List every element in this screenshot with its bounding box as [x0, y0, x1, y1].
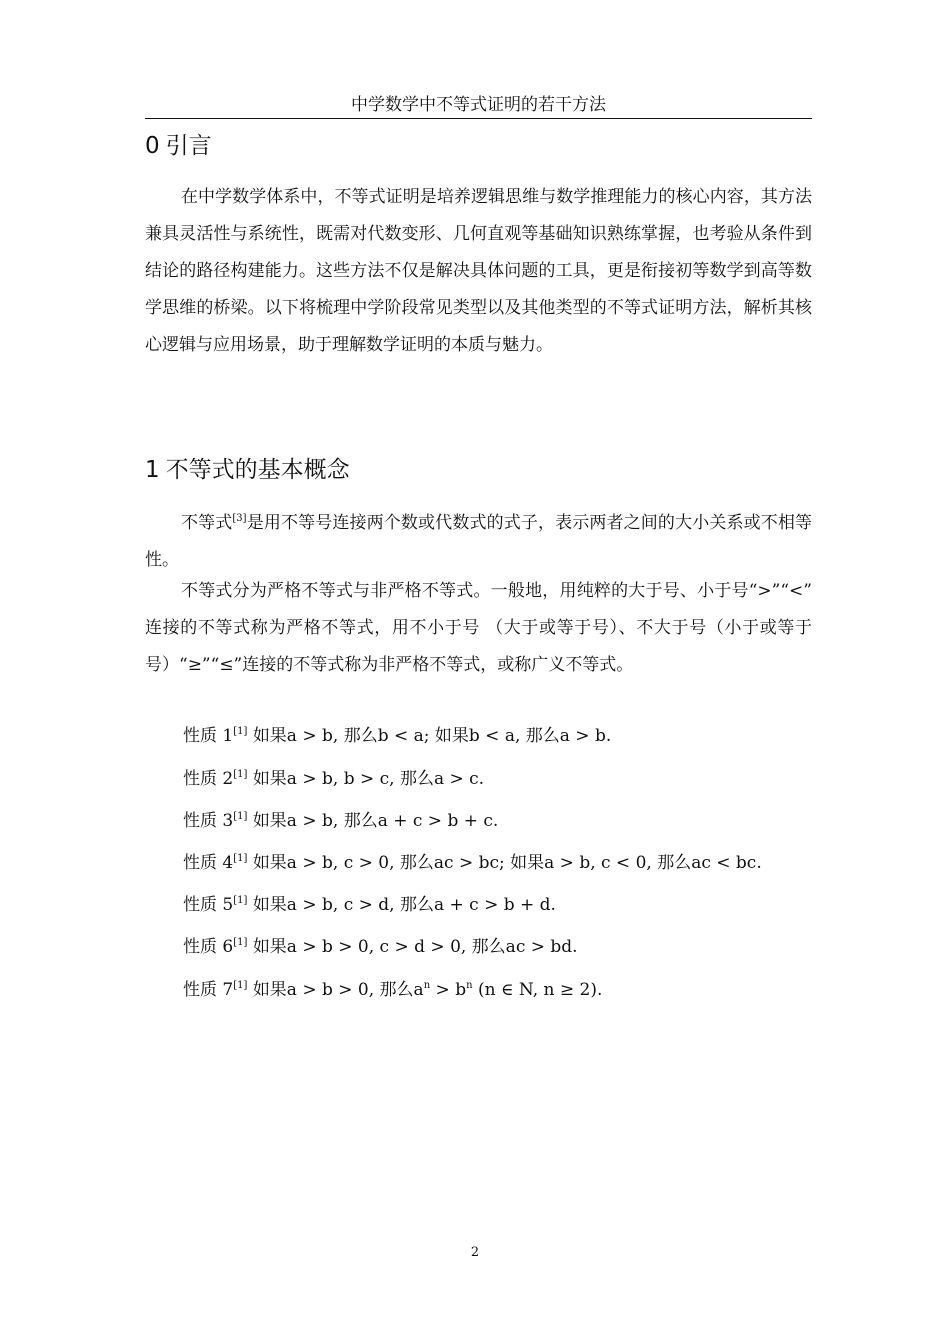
header-rule [145, 118, 812, 119]
property-label: 性质 2 [183, 769, 234, 789]
citation: [1] [233, 726, 248, 737]
citation: [1] [233, 769, 248, 780]
citation: [1] [233, 937, 248, 948]
property-label: 性质 7 [183, 980, 234, 1000]
property-text: > b [430, 980, 467, 1000]
definition-text-end: 是用不等号连接两个数或代数式的式子，表示两者之间的大小关系或不相等性。 [145, 513, 813, 570]
exponent: n [466, 980, 473, 991]
running-header: 中学数学中不等式证明的若干方法 [351, 95, 606, 115]
property-label: 性质 1 [183, 726, 234, 746]
section-title: 不等式的基本概念 [165, 457, 350, 483]
property-item [183, 808, 823, 834]
property-item [183, 934, 823, 960]
property-text: 如果a > b, 那么b < a; 如果b < a, 那么a > b. [252, 726, 612, 746]
definition-text-start: 不等式 [181, 513, 233, 533]
property-item [183, 892, 823, 918]
exponent: n [423, 980, 431, 991]
page-number: 2 [470, 1245, 480, 1260]
property-text: (n ∈ N, n ≥ 2). [472, 980, 603, 1000]
property-text: 如果a > b, c > 0, 那么ac > bc; 如果a > b, c < 0, 那么ac < bc. [252, 853, 762, 873]
section-number: 0 [145, 133, 160, 159]
property-label: 性质 3 [183, 811, 234, 831]
property-label: 性质 5 [183, 895, 234, 915]
definition-paragraph [145, 505, 812, 579]
property-item [183, 723, 823, 749]
intro-paragraph: 在中学数学体系中，不等式证明是培养逻辑思维与数学推理能力的核心内容，其方法兼具灵活性与系统性，既需对代数变形、几何直观等基础知识熟练掌握，也考验从条件到结论的路径构建能力。这些方法不仅是解决具体问题的工具，更是衔接初等数学到高等数学思维的桥梁。以下将梳理中学阶段常见类型以及其他类型的不等式证明方法，解析其核心逻辑与应用场景，助于理解数学证明的本质与魅力。 [145, 187, 812, 355]
citation: [1] [233, 980, 248, 991]
property-text: 如果a > b, c > d, 那么a + c > b + d. [252, 895, 556, 915]
citation: [3] [232, 513, 247, 524]
property-label: 性质 4 [183, 853, 234, 873]
property-item [183, 977, 823, 1003]
property-item [183, 850, 823, 876]
classification-paragraph: 不等式分为严格不等式与非严格不等式。一般地，用纯粹的大于号、小于号“>”“<” 连接的不等式称为严格不等式，用不小于号 （大于或等于号）、不大于号（小于或等于号）“≥”“≤”连接的不等式称为非严格不等式，或称广义不等式。 [145, 581, 812, 675]
property-item [183, 766, 823, 792]
section-heading-basic-concepts [145, 455, 350, 485]
property-text: 如果a > b > 0, c > d > 0, 那么ac > bd. [252, 937, 578, 957]
property-text: 如果a > b, 那么a + c > b + c. [252, 811, 499, 831]
property-text: 如果a > b > 0, 那么a [252, 980, 424, 1000]
citation: [1] [233, 811, 248, 822]
citation: [1] [233, 895, 248, 906]
property-text: 如果a > b, b > c, 那么a > c. [252, 769, 485, 789]
section-number: 1 [145, 457, 160, 483]
property-label: 性质 6 [183, 937, 234, 957]
section-title: 引言 [165, 133, 212, 159]
section-heading-intro [145, 131, 212, 161]
citation: [1] [233, 853, 248, 864]
